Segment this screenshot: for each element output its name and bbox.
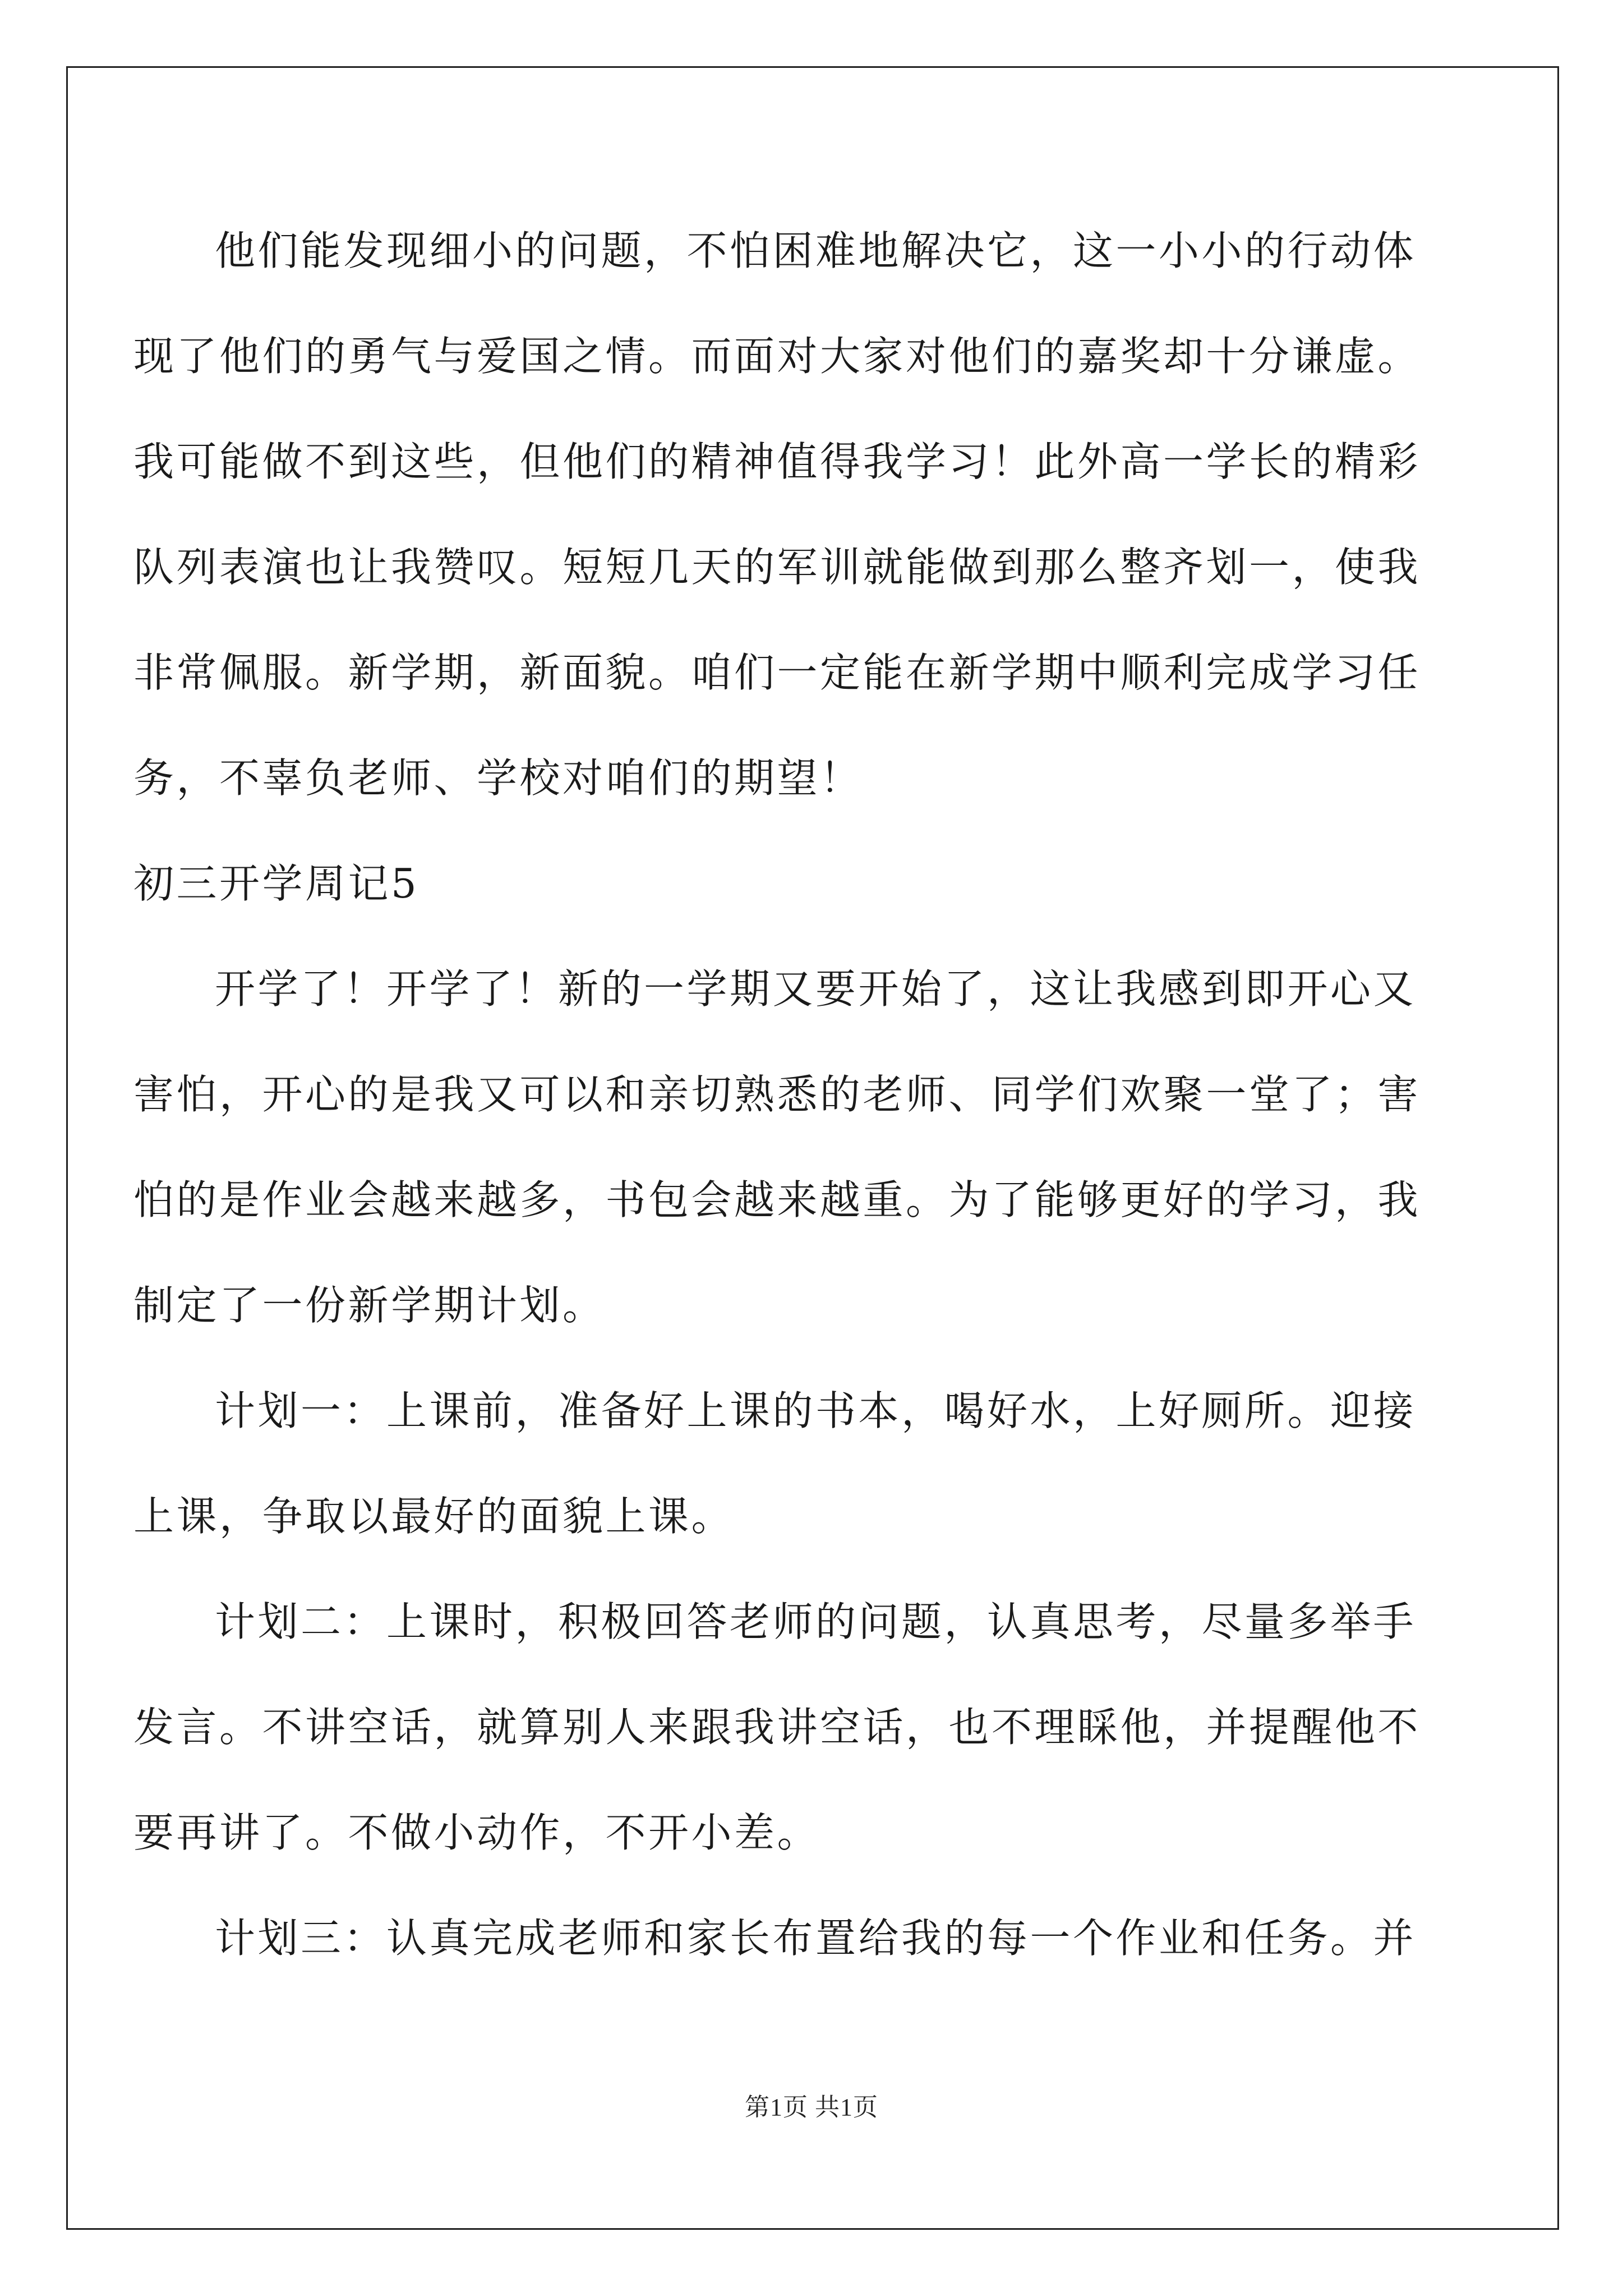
text-line: 开学了！开学了！新的一学期又要开始了，这让我感到即开心又 <box>215 965 1417 1013</box>
text-line: 队列表演也让我赞叹。短短几天的军训就能做到那么整齐划一，使我 <box>133 544 1421 591</box>
text-line: 害怕，开心的是我又可以和亲切熟悉的老师、同学们欢聚一堂了；害 <box>133 1071 1421 1118</box>
text-line: 计划二：上课时，积极回答老师的问题，认真思考，尽量多举手 <box>215 1598 1417 1645</box>
text-line: 他们能发现细小的问题，不怕困难地解决它，这一小小的行动体 <box>215 227 1417 274</box>
text-line: 制定了一份新学期计划。 <box>133 1282 606 1329</box>
text-line: 要再讲了。不做小动作，不开小差。 <box>133 1809 820 1856</box>
text-line: 现了他们的勇气与爱国之情。而面对大家对他们的嘉奖却十分谦虚。 <box>133 333 1421 380</box>
text-line: 计划一：上课前，准备好上课的书本，喝好水，上好厕所。迎接 <box>215 1387 1417 1434</box>
text-line: 怕的是作业会越来越多，书包会越来越重。为了能够更好的学习，我 <box>133 1176 1421 1223</box>
section-heading: 初三开学周记5 <box>133 860 419 907</box>
text-line: 发言。不讲空话，就算别人来跟我讲空话，也不理睬他，并提醒他不 <box>133 1704 1421 1751</box>
text-line: 务，不辜负老师、学校对咱们的期望！ <box>133 754 863 802</box>
text-line: 我可能做不到这些，但他们的精神值得我学习！此外高一学长的精彩 <box>133 438 1421 485</box>
text-line: 非常佩服。新学期，新面貌。咱们一定能在新学期中顺利完成学习任 <box>133 649 1421 696</box>
page-number-footer: 第1页 共1页 <box>745 2093 878 2121</box>
text-line: 计划三：认真完成老师和家长布置给我的每一个作业和任务。并 <box>215 1915 1417 1962</box>
text-line: 上课，争取以最好的面貌上课。 <box>133 1493 735 1540</box>
